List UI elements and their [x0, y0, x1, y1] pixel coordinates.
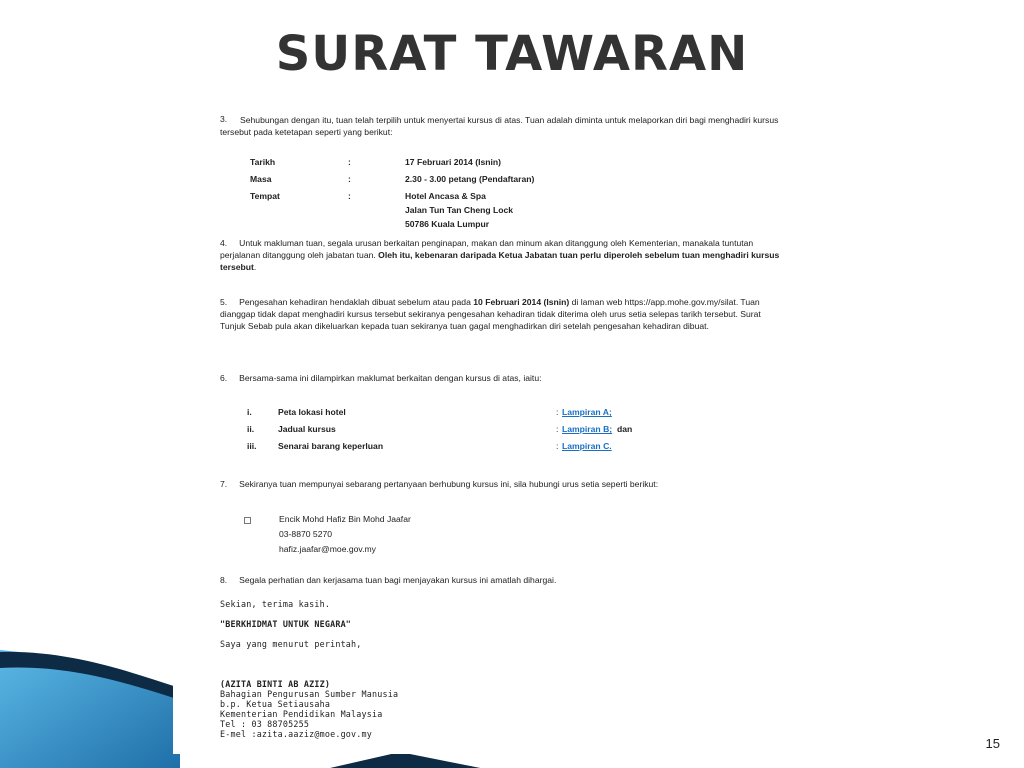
- signatory-name: (AZITA BINTI AB AZIZ): [220, 679, 331, 689]
- venue-address-line-2: 50786 Kuala Lumpur: [405, 219, 490, 229]
- attachment-label-1: Peta lokasi hotel: [278, 407, 346, 417]
- attachment-link-lampiran-b[interactable]: Lampiran B;: [562, 424, 613, 434]
- detail-value-date: 17 Februari 2014 (Isnin): [405, 157, 501, 167]
- detail-value-time: 2.30 - 3.00 petang (Pendaftaran): [405, 174, 535, 184]
- para-8: [220, 574, 786, 586]
- closing-thanks: Sekian, terima kasih.: [220, 599, 331, 609]
- para-3-number: 3.: [220, 114, 228, 124]
- para-3-text: Sehubungan dengan itu, tuan telah terpilih untuk menyertai kursus di atas. Tuan adalah diminta untuk melaporkan diri bagi menghadiri kursus tersebut pada ketetapan seperti yang berikut:: [220, 115, 779, 137]
- signatory-ministry: Kementerian Pendidikan Malaysia: [220, 709, 383, 719]
- para-5: [220, 296, 786, 332]
- para-7: [220, 478, 786, 490]
- contact-phone: 03-8870 5270: [279, 529, 333, 539]
- signatory-role: b.p. Ketua Setiausaha: [220, 699, 331, 709]
- attachment-link-lampiran-a[interactable]: Lampiran A;: [562, 407, 612, 417]
- para-4-number: 4.: [220, 238, 228, 248]
- signatory-dept: Bahagian Pengurusan Sumber Manusia: [220, 689, 399, 699]
- detail-sep-venue: :: [348, 191, 351, 201]
- venue-address-line-1: Jalan Tun Tan Cheng Lock: [405, 205, 514, 215]
- para-5-text-a: Pengesahan kehadiran hendaklah dibuat sebelum atau pada: [239, 297, 471, 307]
- closing-motto: "BERKHIDMAT UNTUK NEGARA": [220, 619, 352, 629]
- contact-name: Encik Mohd Hafiz Bin Mohd Jaafar: [279, 514, 411, 524]
- attachment-num-3: iii.: [247, 441, 257, 451]
- para-6: [220, 372, 786, 384]
- attachment-num-2: ii.: [247, 424, 255, 434]
- contact-email: hafiz.jaafar@moe.gov.my: [279, 544, 376, 554]
- attachment-sep-3: :: [556, 441, 559, 451]
- offer-letter-image: [173, 102, 823, 754]
- para-5-text-b: di laman web https://app.mohe.gov.my/silat. Tuan dianggap tidak dapat menghadiri kursus tersebut sekiranya pengesahan kehadiran tidak diterima oleh urus setia selepas tarikh tersebut. Surat Tunjuk Sebab pula akan dikeluarkan kepada tuan sekiranya tuan gagal menghadirkan diri setelah pengesahan kehadiran dibuat.: [220, 297, 761, 331]
- para-4-text: Untuk makluman tuan, segala urusan berkaitan penginapan, makan dan minum akan ditanggung oleh Kementerian, manakala tuntutan perjalanan ditanggung oleh jabatan tuan.: [220, 238, 754, 260]
- wave-bottom-accent: [330, 752, 480, 768]
- para-6-text: Bersama-sama ini dilampirkan maklumat berkaitan dengan kursus di atas, iaitu:: [239, 373, 542, 383]
- para-5-deadline: 10 Februari 2014 (Isnin): [473, 297, 570, 307]
- detail-label-time: Masa: [250, 174, 272, 184]
- detail-label-date: Tarikh: [250, 157, 276, 167]
- attachment-suffix-2: dan: [617, 424, 633, 434]
- closing-order: Saya yang menurut perintah,: [220, 639, 362, 649]
- signatory-email: E-mel :azita.aaziz@moe.gov.my: [220, 729, 373, 739]
- attachment-sep-2: :: [556, 424, 559, 434]
- detail-label-venue: Tempat: [250, 191, 280, 201]
- para-4: [220, 237, 786, 273]
- slide-title: SURAT TAWARAN: [275, 26, 749, 82]
- para-7-text: Sekiranya tuan mempunyai sebarang pertanyaan berhubung kursus ini, sila hubungi urus setia seperti berikut:: [239, 479, 659, 489]
- page-number: 15: [985, 736, 1000, 751]
- para-6-number: 6.: [220, 373, 228, 383]
- para-5-number: 5.: [220, 297, 228, 307]
- attachment-num-1: i.: [247, 407, 252, 417]
- para-7-number: 7.: [220, 479, 228, 489]
- para-8-number: 8.: [220, 575, 228, 585]
- attachment-link-lampiran-c[interactable]: Lampiran C.: [562, 441, 612, 451]
- detail-value-venue: Hotel Ancasa & Spa: [405, 191, 486, 201]
- detail-sep-date: :: [348, 157, 351, 167]
- attachment-label-3: Senarai barang keperluan: [278, 441, 384, 451]
- signatory-phone: Tel : 03 88705255: [220, 719, 310, 729]
- detail-sep-time: :: [348, 174, 351, 184]
- attachment-label-2: Jadual kursus: [278, 424, 336, 434]
- para-8-text: Segala perhatian dan kerjasama tuan bagi menjayakan kursus ini amatlah dihargai.: [239, 575, 557, 585]
- para-4-end: .: [253, 262, 257, 272]
- para-4-bold-text: Oleh itu, kebenaran daripada Ketua Jabatan tuan perlu diperoleh sebelum tuan menghadiri kursus tersebut: [220, 250, 780, 272]
- bullet-icon: [244, 517, 251, 524]
- attachment-sep-1: :: [556, 407, 559, 417]
